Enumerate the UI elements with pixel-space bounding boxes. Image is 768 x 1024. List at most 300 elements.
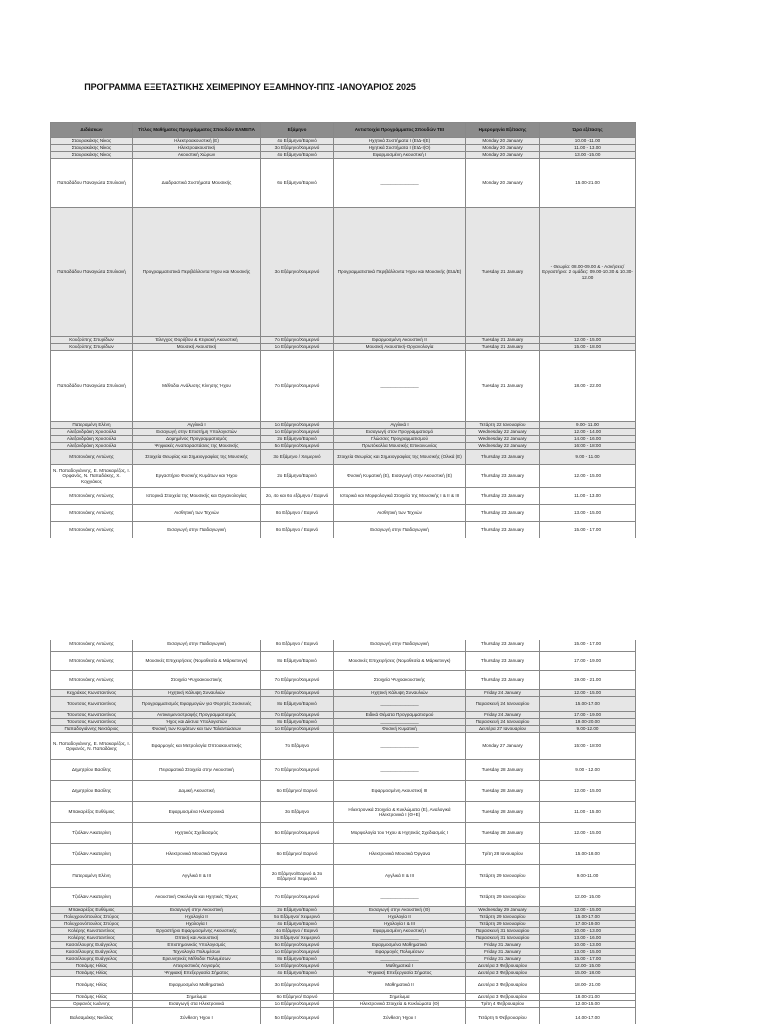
table-row — [51, 907, 636, 914]
table-cell: 15.00- 18.00 — [540, 970, 636, 977]
table-cell: Αγγλικά I — [133, 422, 261, 429]
table-cell: 4ο Εξάμηνο/Εαρινό — [261, 152, 334, 159]
table-cell: 1ο Εξάμηνο/Χειμερινό — [261, 949, 334, 956]
table-cell: Παρασκευή 24 Ιανουαρίου — [466, 697, 540, 712]
table-cell: 15.00-17.00 — [540, 914, 636, 921]
table-cell: Στοιχεία Θεωρίας και Σημειογραφίας της Μουσικής — [133, 450, 261, 465]
table-row — [51, 928, 636, 935]
column-header: Διδάσκων — [51, 123, 133, 138]
table-cell: Ψηφιακή Επεξεργασία Σήματος — [334, 970, 466, 977]
table-cell: Κεχράκος Κωνσταντίνος — [51, 690, 133, 697]
table-cell: 11.00 - 13.00 — [540, 488, 636, 505]
table-cell: 5ο Εξάμηνο/Χειμερινό — [261, 942, 334, 949]
table-cell: Wednesday 22 January — [466, 436, 540, 443]
table-cell: Κασσέλουρης Ευάγγελος — [51, 949, 133, 956]
table-cell: - Θεωρία: 08.00-09.00 & - Ασκήσεις/Εργαστήριο: 2 ομάδες: 09.00-10.30 & 10.30-12.00 — [540, 208, 636, 337]
table-cell: Μποτονάκης Αντώνης — [51, 505, 133, 522]
table-row — [51, 344, 636, 351]
table-row — [51, 351, 636, 422]
table-cell: Πατεραμένη Ελένη — [51, 865, 133, 888]
table-cell: Εφαρμοσμένη Ακουστική I — [334, 928, 466, 935]
table-cell: Tuesday 21 January — [466, 337, 540, 344]
table-cell: Tuesday 28 January — [466, 781, 540, 802]
table-cell: Μποτονάκης Αντώνης — [51, 640, 133, 652]
table-cell: Ποτιάμης Ηλίας — [51, 970, 133, 977]
table-row — [51, 488, 636, 505]
table-cell: Τετάρτη 29 Ιανουαρίου — [466, 921, 540, 928]
table-cell: 19.00 - 21.00 — [540, 671, 636, 690]
table-cell: Παπαδογιάννης Νεκτάριος — [51, 726, 133, 733]
table-cell: Γλώσσες Προγραμματισμού — [334, 436, 466, 443]
table-cell: Tuesday 28 January — [466, 823, 540, 844]
table-cell: 9.00- 11.00 — [540, 422, 636, 429]
table-cell: Στοιχεία Ψυχοακουστικής — [133, 671, 261, 690]
table-cell: Ηχολογία I — [133, 921, 261, 928]
table-row — [51, 935, 636, 942]
table-cell: 8ο Εξάμηνο / Εαρινό — [261, 505, 334, 522]
table-cell: 12.00 - 15.00 — [540, 823, 636, 844]
table-cell: Εφαρμοσμένη Ακουστική III — [334, 781, 466, 802]
table-row — [51, 726, 636, 733]
table-row — [51, 690, 636, 697]
column-header: Ημερομηνία Εξέτασης — [466, 123, 540, 138]
table-cell: Στοιχεία Θεωρίας και Σημειογραφίας της Μουσικής (Ολικά (Ε) — [334, 450, 466, 465]
table-row — [51, 337, 636, 344]
table-cell: Tuesday 21 January — [466, 344, 540, 351]
table-cell: Παπαδάδου Παναγιώτα Σπυλιανή — [51, 208, 133, 337]
table-cell: Thursday 23 January — [466, 450, 540, 465]
table-row — [51, 671, 636, 690]
table-cell: Τεχνολογία Πολυμέσων — [133, 949, 261, 956]
table-cell: Σημείωμα — [133, 994, 261, 1001]
table-cell: 12.00 - 15.00 — [540, 781, 636, 802]
table-cell: 10.00 -11.00 — [540, 138, 636, 145]
table-cell: Ηλεκτρονικά Στοιχεία & Κυκλώματα (Θ) — [334, 1001, 466, 1008]
table-cell: Δευτέρα 3 Φεβρουαρίου — [466, 994, 540, 1001]
table-cell: 5ο Εξάμηνο/Χειμερινό — [261, 1008, 334, 1024]
table-cell: Αλεξανδράκη Χρυσούλα — [51, 429, 133, 436]
table-cell: Σύνθεση Ήχου I — [133, 1008, 261, 1024]
table-cell: Thursday 23 January — [466, 640, 540, 652]
table-cell: Μορφολογία του Ήχου & Ηχητικός Σχεδιασμός I — [334, 823, 466, 844]
table-cell: Ορφανός Ιωάννης — [51, 1001, 133, 1008]
table-cell: Πατεραμένη Ελένη — [51, 422, 133, 429]
table-cell: 9.00-12.00 — [540, 726, 636, 733]
table-cell: 1ο Εξάμηνο/Χειμερινό — [261, 422, 334, 429]
table-cell: Δομημένος Προγραμματισμός — [133, 436, 261, 443]
table-cell: _______________ — [334, 760, 466, 781]
table-cell: 15.00 - 17.00 — [540, 956, 636, 963]
table-cell: 15.00-18.00 — [540, 844, 636, 865]
table-cell: 3ο Εξάμηνο/Χειμερινό — [261, 145, 334, 152]
table-cell: 8ο Εξάμηνο / Εαρινό — [261, 522, 334, 539]
table-cell: Οπτική και Ακουστική — [133, 935, 261, 942]
table-cell: Εφαρμογές Πολυμέσων — [334, 949, 466, 956]
table-cell: 9.00 - 12.00 — [540, 760, 636, 781]
table-cell: 15.00 - 18.00 — [540, 344, 636, 351]
table-row — [51, 823, 636, 844]
table-cell: Ακουστική Οικολογία και Ηχητικές Τέχνες — [133, 888, 261, 907]
table-cell: 12.00-15.00 — [540, 1001, 636, 1008]
table-row — [51, 450, 636, 465]
table-row — [51, 719, 636, 726]
table-cell: 4ο Εξάμηνο/Εαρινό — [261, 970, 334, 977]
table-row — [51, 921, 636, 928]
table-cell: Ψηφιακή Επεξεργασία Σήματος — [133, 970, 261, 977]
table-row — [51, 942, 636, 949]
table-cell: _______________ — [334, 719, 466, 726]
table-cell: Κολέρης Κωνσταντίνος — [51, 935, 133, 942]
table-cell: 10.00 - 13.00 — [540, 942, 636, 949]
table-cell: Ποτιάμης Ηλίας — [51, 963, 133, 970]
column-header: Αντιστοιχία Προγράμματος Σπουδών ΤΕΙ — [334, 123, 466, 138]
table-cell: Αγγλικά II & III — [334, 865, 466, 888]
table-cell: 11.00 - 15.00 — [540, 802, 636, 823]
table-cell: Δευτέρα 3 Φεβρουαρίου — [466, 970, 540, 977]
table-cell: _______________ — [334, 956, 466, 963]
table-cell: _______________ — [334, 888, 466, 907]
table-cell: 8ο Εξάμηνο/Εαρινό — [261, 652, 334, 671]
table-cell: Δευτέρα 3 Φεβρουαρίου — [466, 963, 540, 970]
table-cell: Δευτέρα 27 Ιανουαρίου — [466, 726, 540, 733]
table-cell: Μποτονάκης Αντώνης — [51, 488, 133, 505]
table-row — [51, 1001, 636, 1008]
table-cell: 7ο Εξάμηνο — [261, 733, 334, 760]
table-cell: Δευτέρα 3 Φεβρουαρίου — [466, 977, 540, 994]
table-cell: Δημητρίου Βασίλης — [51, 760, 133, 781]
table-header-row — [51, 123, 636, 138]
table-cell: 7ο Εξάμηνο/Χειμερινό — [261, 351, 334, 422]
table-cell: Τζιόλαιν Αικατερίνη — [51, 844, 133, 865]
table-row — [51, 802, 636, 823]
table-cell: 9.00-11.00 — [540, 865, 636, 888]
table-row — [51, 949, 636, 956]
table-cell: Μαθηματικά II — [334, 977, 466, 994]
table-cell: Τζιόλαιν Αικατερίνη — [51, 823, 133, 844]
table-cell: _______________ — [334, 733, 466, 760]
table-cell: Monday 27 January — [466, 733, 540, 760]
table-cell: 12.00- 15.00 — [540, 963, 636, 970]
table-cell: 15:00 - 18:00 — [540, 733, 636, 760]
exam-schedule-table-continued — [50, 640, 636, 1024]
table-cell: Thursday 23 January — [466, 488, 540, 505]
table-cell: 18.00 - 22.00 — [540, 351, 636, 422]
table-cell: Πρωτόκολλα Μουσικής Επικοινωνίας — [334, 443, 466, 450]
table-cell: 11.00 - 13.00 — [540, 145, 636, 152]
table-cell: _______________ — [334, 697, 466, 712]
table-cell: Μαθηματικά I — [334, 963, 466, 970]
table-cell: Ν. Παπαδογιάννης, Ε. Μπακαρέζος, Ι. Ορφανός, Ν. Παπαδάκης, Χ. Κοχγιάκος — [51, 465, 133, 488]
table-row — [51, 977, 636, 994]
table-cell: Tuesday 28 January — [466, 760, 540, 781]
table-cell: Ήχος και Δίκτυα Υπολογιστών — [133, 719, 261, 726]
table-cell: Παρασκευή 31 Ιανουαρίου — [466, 928, 540, 935]
document-page-2 — [0, 640, 768, 1024]
table-cell: Μέθοδοι Ανάλυσης Κίνησης Ήχου — [133, 351, 261, 422]
table-cell: 3ο Εξάμηνο/Χειμερινό — [261, 208, 334, 337]
table-cell: 2ο Εξάμηνο/Εαρινό — [261, 436, 334, 443]
table-cell: Φυσική Κυματική (Ε), Εισαγωγή στην Ακουστική (Ε) — [334, 465, 466, 488]
table-cell: Διαδραστικά Συστήματα Μουσικής — [133, 159, 261, 208]
table-cell: 1ο Εξάμηνο/Χειμερινό — [261, 1001, 334, 1008]
table-cell: 17.00-19.00 — [540, 921, 636, 928]
table-cell: Monday 20 January — [466, 138, 540, 145]
table-cell: _______________ — [334, 351, 466, 422]
table-cell: 10.00 - 13.00 — [540, 928, 636, 935]
table-cell: Αγγλικά II & III — [133, 865, 261, 888]
table-cell: 7ο Εξάμηνο/Χειμερινό — [261, 671, 334, 690]
table-cell: 7ο Εξάμηνο/Χειμερινό — [261, 690, 334, 697]
table-cell: Ηχολογία II — [133, 914, 261, 921]
table-cell: Κασσέλουρης Ευάγγελος — [51, 942, 133, 949]
table-cell: 3ο Εξάμηνο — [261, 802, 334, 823]
page-title: ΠΡΟΓΡΑΜΜΑ ΕΞΕΤΑΣΤΙΚΗΣ ΧΕΙΜΕΡΙΝΟΥ ΕΞΑΜΗΝΟΥ-ΠΠΣ -ΙΑΝΟΥΑΡΙΟΣ 2025 — [84, 82, 416, 92]
table-cell: 15.00-17.00 — [540, 697, 636, 712]
table-cell: 7ο Εξάμηνο/Χειμερινό — [261, 712, 334, 719]
table-cell: Εισαγωγή στην Παιδαγωγική — [133, 640, 261, 652]
table-cell: Μπακαρέζος Ευθύμιος — [51, 907, 133, 914]
table-cell: Σημείωμα — [334, 994, 466, 1001]
table-cell: Σταυρακάκης Νίκος — [51, 138, 133, 145]
table-cell: Εισαγωγή στην Παιδαγωγική — [334, 640, 466, 652]
table-cell: Μπακαρέζος Ευθύμιος — [51, 802, 133, 823]
table-cell: Ηχητικά Συστήματα I (ΕΙΔ-Ι(Ο) — [334, 145, 466, 152]
table-cell: 3ο Εξάμηνο/ Χειμερινό — [261, 935, 334, 942]
table-row — [51, 152, 636, 159]
table-cell: Ηχολογία II — [334, 914, 466, 921]
table-cell: Tuesday 28 January — [466, 802, 540, 823]
table-cell: 12.00- 15.00 — [540, 888, 636, 907]
table-cell: Σταυρακάκης Νίκος — [51, 152, 133, 159]
table-cell: Τρίτη 4 Φεβρουαρίου — [466, 1001, 540, 1008]
table-cell: 8ο Εξάμηνο / Εαρινό — [261, 640, 334, 652]
table-cell: 1ο Εξάμηνο/Χειμερινό — [261, 963, 334, 970]
table-cell: 8ο Εξάμηνο/Εαρινό — [261, 719, 334, 726]
table-cell: Εφαρμογές και Μετρολογία Οπτοακουστικής — [133, 733, 261, 760]
table-cell: Αλεξανδράκη Χρυσούλα — [51, 443, 133, 450]
table-cell: Δομική Ακουστική — [133, 781, 261, 802]
table-cell: Αισθητική των Τεχνών — [334, 505, 466, 522]
table-row — [51, 844, 636, 865]
table-row — [51, 697, 636, 712]
table-cell: Αγγλικά I — [334, 422, 466, 429]
table-cell: Ηλεκτρονικά Μουσικά Όργανα — [334, 844, 466, 865]
table-cell: 2ο Εξάμηνο/Εαρινό — [261, 465, 334, 488]
table-cell: Φυσική Κυματική — [334, 726, 466, 733]
column-header: Τίτλος Μαθήματος Προγράμματος Σπουδών ΕΛΜΕΠΑ — [133, 123, 261, 138]
table-cell: Thursday 23 January — [466, 671, 540, 690]
table-cell: Τετάρτη 29 Ιανουαρίου — [466, 888, 540, 907]
table-cell: Πειραματικά Στοιχεία στην Ακουστική — [133, 760, 261, 781]
table-cell: Κουζούπης Σπυρίδων — [51, 337, 133, 344]
table-row — [51, 712, 636, 719]
table-row — [51, 970, 636, 977]
table-cell: Ηχητικά Συστήματα I (ΕΙΔ-Ι(Ε) — [334, 138, 466, 145]
table-cell: Ηλεκτρονικά Μουσικά Όργανα — [133, 844, 261, 865]
table-cell: Ηλεκτροακουστική (Ε) — [133, 138, 261, 145]
table-cell: Friday 24 January — [466, 712, 540, 719]
table-cell: 15.00-21.00 — [540, 159, 636, 208]
table-cell: 1ο Εξάμηνο/Χειμερινό — [261, 344, 334, 351]
table-cell: 6ο Εξάμηνο/ Εαρινό — [261, 844, 334, 865]
table-cell: Τζιόλαιν Αικατερίνη — [51, 888, 133, 907]
table-cell: Εισαγωγή στα Ηλεκτρονικά — [133, 1001, 261, 1008]
table-cell: 4ο Εξάμηνο/Εαρινό — [261, 921, 334, 928]
table-cell: Thursday 23 January — [466, 465, 540, 488]
table-cell: 5ο Εξάμηνο/ Χειμερινό — [261, 914, 334, 921]
table-cell: 7ο Εξάμηνο/Χειμερινό — [261, 337, 334, 344]
table-cell: Φυσική των Κυμάτων και των Ταλαντώσεων — [133, 726, 261, 733]
table-row — [51, 145, 636, 152]
table-cell: Τετάρτη 29 Ιανουαρίου — [466, 914, 540, 921]
table-cell: Monday 20 January — [466, 152, 540, 159]
table-cell: Monday 20 January — [466, 145, 540, 152]
table-row — [51, 1008, 636, 1024]
table-cell: Πολυχρονόπουλος Σπύρος — [51, 921, 133, 928]
table-cell: 5ο Εξάμηνο/Χειμερινό — [261, 823, 334, 844]
table-row — [51, 781, 636, 802]
table-row — [51, 994, 636, 1001]
table-cell: Προγραμματιστικά Περιβάλλοντα Ήχου και Μουσικής — [133, 208, 261, 337]
table-cell: Ποτιάμης Ηλίας — [51, 977, 133, 994]
table-cell: 2ο, 4ο και 6ο εξάμηνο / Εαρινό — [261, 488, 334, 505]
page-break — [0, 538, 768, 640]
table-cell: Ακουστική Χώρων — [133, 152, 261, 159]
table-cell: Ηχητικός Σχεδιασμός — [133, 823, 261, 844]
table-cell: 12.00 - 15.00 — [540, 465, 636, 488]
table-cell: Αισθητική των Τεχνών — [133, 505, 261, 522]
table-cell: Κουζούπης Σπυρίδων — [51, 344, 133, 351]
table-cell: Ερευνητικές Μέθοδοι Πολυμέσων — [133, 956, 261, 963]
table-cell: Εισαγωγή στην Παιδαγωγική — [334, 522, 466, 539]
table-cell: Wednesday 29 January — [466, 907, 540, 914]
table-body — [51, 138, 636, 539]
table-cell: Ηχητική Κάλυψη Συναυλιών — [334, 690, 466, 697]
table-cell: 18.00-21.00 — [540, 994, 636, 1001]
table-cell: 6ο Εξάμηνο/ Εαρινό — [261, 994, 334, 1001]
table-row — [51, 436, 636, 443]
table-row — [51, 760, 636, 781]
table-cell: Τρίτη 28 Ιανουαρίου — [466, 844, 540, 865]
table-cell: Απειροστικός Λογισμός — [133, 963, 261, 970]
table-cell: 3ο Εξάμηνο / Χειμερινό — [261, 450, 334, 465]
table-cell: Εισαγωγή στην Ακουστική — [133, 907, 261, 914]
table-cell: 5ο Εξάμηνο/Χειμερινό — [261, 443, 334, 450]
table-cell: 18.00- 21.00 — [540, 977, 636, 994]
table-cell: Τετάρτη 5 Φεβρουαρίου — [466, 1008, 540, 1024]
table-cell: Έλεγχος Θορύβου & Κτιριακή Ακουστική — [133, 337, 261, 344]
table-row — [51, 640, 636, 652]
table-cell: Εφαρμοσμένη Ακουστική II — [334, 337, 466, 344]
table-row — [51, 465, 636, 488]
table-cell: Friday 24 January — [466, 690, 540, 697]
table-cell: Μουσική Ακουστική-Οργανολογία — [334, 344, 466, 351]
table-cell: 4ο Εξάμηνο / Εαρινό — [261, 928, 334, 935]
table-row — [51, 429, 636, 436]
table-cell: Πολυχρονόπουλος Σπύρος — [51, 914, 133, 921]
table-cell: Εργαστήριο Φυσικής Κυμάτων και Ήχου — [133, 465, 261, 488]
table-cell: Εργαστήριο Εφαρμοσμένης Ακουστικής — [133, 928, 261, 935]
table-cell: Παπαδάδου Παναγιώτα Σπυλιανή — [51, 351, 133, 422]
table-cell: 12.00 - 14.00 — [540, 429, 636, 436]
table-cell: Friday 31 January — [466, 942, 540, 949]
table-cell: 15.00 - 17.00 — [540, 640, 636, 652]
table-row — [51, 443, 636, 450]
table-cell: Ηλεκτροακουστική — [133, 145, 261, 152]
table-cell: Παρασκευή 24 Ιανουαρίου — [466, 719, 540, 726]
table-row — [51, 159, 636, 208]
table-cell: Ν. Παπαδογιάννης, Ε. Μπακαρέζος, Ι. Ορφανός, Ν. Παπαδάκης — [51, 733, 133, 760]
table-cell: Εισαγωγή στην Επιστήμη Υπολογιστών — [133, 429, 261, 436]
table-cell: 7ο Εξάμηνο/Χειμερινό — [261, 760, 334, 781]
table-cell: 15.00 - 17.00 — [540, 522, 636, 539]
table-cell: Μουσικές Επιχειρήσεις (Νομοθεσία & Μάρκετινγκ) — [334, 652, 466, 671]
table-cell: Thursday 23 January — [466, 505, 540, 522]
table-row — [51, 963, 636, 970]
table-cell: Ειδικά Θέματα Προγραμματισμού — [334, 712, 466, 719]
table-row — [51, 914, 636, 921]
table-cell: Μουσική Ακουστική — [133, 344, 261, 351]
table-cell: 19.00-20.00 — [540, 719, 636, 726]
table-cell: 4ο Εξάμηνο/Εαρινό — [261, 138, 334, 145]
table-cell: Εισαγωγή στην Ακουστική (Θ) — [334, 907, 466, 914]
table-cell: Στοιχεία Ψυχοακουστικής — [334, 671, 466, 690]
column-header: Ώρα εξέτασης — [540, 123, 636, 138]
table-row — [51, 138, 636, 145]
table-row — [51, 522, 636, 539]
table-cell: Ηλεκτρονικά Στοιχεία & Κυκλώματα (Ε), Αναλογικά Ηλεκτρονικά I (Θ+Ε) — [334, 802, 466, 823]
table-cell: Μουσικές Επιχειρήσεις (Νομοθεσία & Μάρκετινγκ) — [133, 652, 261, 671]
table-cell: Τσουτσος Κωνσταντίνος — [51, 712, 133, 719]
table-cell: Tuesday 21 January — [466, 351, 540, 422]
table-row — [51, 956, 636, 963]
table-cell: 2ο Εξάμηνο/Εαρινό & 3ο Εξάμηνο/ Χειμερινό — [261, 865, 334, 888]
table-cell: Κασσέλουρης Ευάγγελος — [51, 956, 133, 963]
table-cell: Εφαρμοσμένα Μαθηματικά — [133, 977, 261, 994]
table-cell: Τετάρτη 29 Ιανουαρίου — [466, 865, 540, 888]
table-row — [51, 733, 636, 760]
table-row — [51, 652, 636, 671]
table-cell: 2ο Εξάμηνο/Εαρινό — [261, 907, 334, 914]
table-cell: Παπαδάδου Παναγιώτα Σπυλιανή — [51, 159, 133, 208]
table-cell: 16:00 - 18:00 — [540, 443, 636, 450]
table-cell: 12.00 - 15.00 — [540, 907, 636, 914]
table-cell: Wednesday 22 January — [466, 443, 540, 450]
table-body — [51, 640, 636, 1024]
table-cell: Προγραμματιστικά Περιβάλλοντα Ήχου και Μουσικής (ΕΙΔ/Ε) — [334, 208, 466, 337]
table-cell: Μποτονάκης Αντώνης — [51, 522, 133, 539]
table-row — [51, 865, 636, 888]
table-cell: Ποτιάμης Ηλίας — [51, 994, 133, 1001]
table-cell: 17.00 - 19.00 — [540, 712, 636, 719]
table-cell: Μποτονάκης Αντώνης — [51, 450, 133, 465]
table-cell: 1ο Εξάμηνο/Χειμερινό — [261, 429, 334, 436]
table-cell: Επιστημονικός Υπολογισμός — [133, 942, 261, 949]
table-cell: 8ο Εξάμηνο/Εαρινό — [261, 956, 334, 963]
table-cell: 6ο Εξάμηνο/Εαρινό — [261, 159, 334, 208]
table-cell: Μποτονάκης Αντώνης — [51, 671, 133, 690]
table-cell: Δημητρίου Βασίλης — [51, 781, 133, 802]
table-cell: Thursday 23 January — [466, 522, 540, 539]
table-cell: Monday 20 January — [466, 159, 540, 208]
table-cell: _______________ — [334, 159, 466, 208]
table-cell: Κολέρης Κωνσταντίνος — [51, 928, 133, 935]
table-row — [51, 888, 636, 907]
table-cell: 6ο Εξάμηνο/ Εαρινό — [261, 781, 334, 802]
table-cell: 13.00 - 15.00 — [540, 505, 636, 522]
table-cell: 14.00-17.00 — [540, 1008, 636, 1024]
table-cell: Εισαγωγή στην Παιδαγωγική — [133, 522, 261, 539]
